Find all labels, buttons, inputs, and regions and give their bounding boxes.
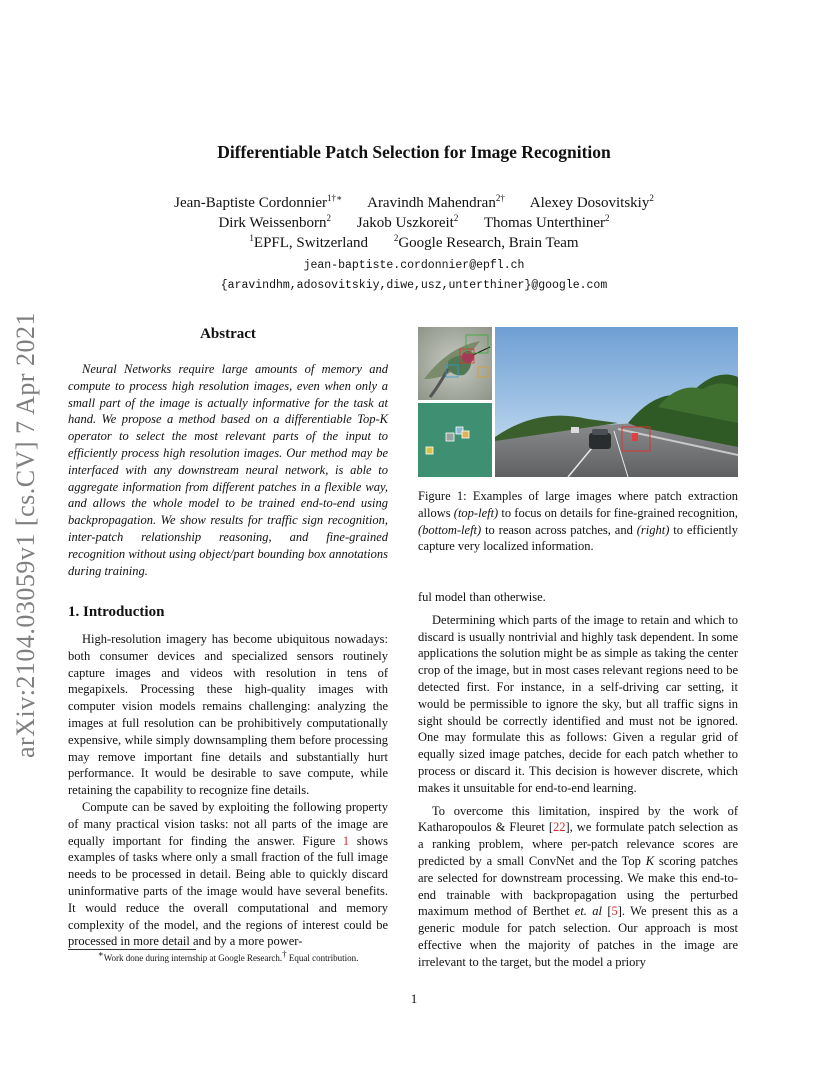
author-name: Jean-Baptiste Cordonnier	[174, 195, 328, 211]
right-paragraph-2: To overcome this limitation, inspired by the work of Katharopoulos & Fleuret [22], we formulate patch selection as a ranking problem, where per-patch relevance scores are predicted by a small ConvNet and the Top K scoring patches are selected for downstream processing. We make this end-to-end trainable with backpropagation using the perturbed maximum method of Berthet et. al [5]. We present this as a generic module for patch selection. Our approach is most effective when the majority of patches in the image are irrelevant to the target, but the model a priory	[418, 803, 739, 969]
intro-paragraph-2: Compute can be saved by exploiting the following property of many practical vision tasks: not all parts of the image are equally important for finding the answer. Figure 1 shows examples of tasks where only a small fraction of the full image needs to be processed in detail. Being able to quickly discard uninformative parts of the image would have several benefits. It would reduce the overall computational and memory complexity of the model, and the regions of interest could be processed in more detail and by a more power-	[68, 799, 388, 949]
intro-body	[68, 631, 388, 950]
author-name: Dirk Weissenborn	[218, 215, 327, 231]
abstract-heading: Abstract	[200, 326, 256, 342]
author-name: Thomas Unterthiner	[483, 215, 606, 231]
figure-1-image	[418, 327, 738, 477]
right-paragraph-1: Determining which parts of the image to retain and which to discard is usually nontrivial and highly task dependent. In some applications the solution might be as simple as taking the center crop of the image, but in most cases relevant regions need to be detected first. For instance, in a self-driving car setting, it would be permissible to ignore the sky, but all traffic signs in sight should be correctly identified and must not be ignored. One may formulate this as follows: Given a regular grid of equally sized image patches, decide for each patch whether to process or discard it. This decision is however discrete, which makes it unsuitable for end-to-end learning.	[418, 612, 738, 795]
right-column-body	[418, 589, 738, 971]
arxiv-identifier: arXiv:2104.03059v1 [cs.CV] 7 Apr 2021	[11, 311, 40, 759]
patch-reasoning-panel	[418, 403, 492, 477]
hummingbird-panel	[418, 327, 492, 400]
page-number: 1	[410, 991, 418, 1006]
email-block	[0, 256, 828, 296]
author-name: Aravindh Mahendran	[367, 195, 496, 211]
continued-paragraph: ful model than otherwise.	[418, 590, 546, 604]
author-line-1: Jean-Baptiste Cordonnier$^{1\dagger∗}$ Aravindh Mahendran$^{2\dagger}$ Alexey Dosovitskiy$^2$	[174, 193, 654, 211]
author-name: Jakob Uszkoreit	[356, 215, 454, 231]
citation-link[interactable]: 22	[552, 820, 566, 835]
author-block	[0, 193, 828, 253]
affiliations: $^1$EPFL, Switzerland $^2$Google Research, Brain Team	[249, 233, 579, 251]
author-line-2: Dirk Weissenborn$^2$ Jakob Uszkoreit$^2$ Thomas Unterthiner$^2$	[218, 213, 610, 231]
intro-paragraph-1: High-resolution imagery has become ubiquitous nowadays: both consumer devices and specialized sensors routinely capture images and videos with resolution in tens of megapixels. Processing these high-quality images with computer vision models remains challenging: analyzing the images at full resolution can be prohibitively computationally expensive, while simply downsampling them before processing may remove important fine details and substantially hurt performance. It would be desirable to save compute, while retaining the capability to recognize fine details.	[68, 632, 388, 798]
citation-link[interactable]: 5	[611, 904, 618, 919]
abstract-text: Neural Networks require large amounts of memory and compute to process high resolution images, even when only a small part of the image is actually informative for the task at hand. We propose a method based on a differentiable Top-K operator to select the most relevant parts of the input to efficiently process high resolution images. Our method may be interfaced with any downstream neural network, is able to aggregate information from different patches in a flexible way, and allows the whole model to be trained end-to-end using backpropagation. We show results for traffic sign recognition, inter-patch relationship reasoning, and fine-grained recognition without using object/part bounding box annotations during training.	[68, 362, 388, 578]
figure-reference-link[interactable]: 1	[342, 833, 350, 848]
email-google: {aravindhm,adosovitskiy,diwe,usz,unterthiner}@google.com	[220, 279, 608, 292]
email-epfl: jean-baptiste.cordonnier@epfl.ch	[303, 259, 525, 272]
road-scene-panel	[495, 327, 738, 477]
author-name: Alexey Dosovitskiy	[529, 195, 650, 211]
figure-1-caption: Figure 1: Examples of large images where patch extraction allows (top-left) to focus on details for fine-grained recognition, (bottom-left) to reason across patches, and (right) to efficiently capture very localized information.	[418, 489, 738, 554]
paper-title: Differentiable Patch Selection for Image Recognition	[217, 142, 611, 162]
intro-heading: 1. Introduction	[68, 604, 165, 620]
footnote: ∗Work done during internship at Google Research.† Equal contribution.	[97, 949, 359, 963]
footnote-rule	[68, 949, 196, 950]
